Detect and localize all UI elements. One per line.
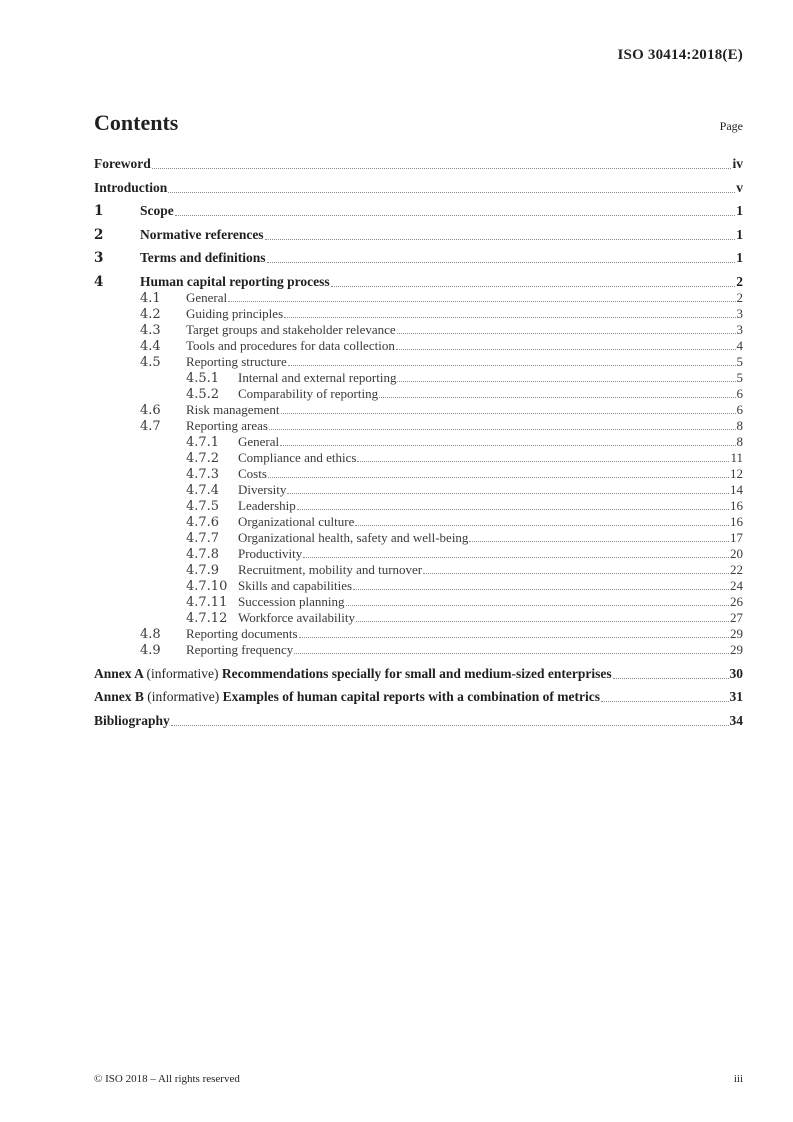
- toc-entry[interactable]: [94, 322, 743, 338]
- toc-entry[interactable]: [94, 626, 743, 642]
- page-number: 1: [736, 203, 743, 219]
- footer-page-number: iii: [733, 1073, 743, 1085]
- section-number: 4.7.10: [186, 578, 228, 594]
- dot-leader: [268, 477, 729, 478]
- page-number: 29: [730, 625, 743, 641]
- toc-entry[interactable]: [94, 219, 743, 243]
- page-number: 2: [736, 289, 743, 305]
- toc-entry-label: Reporting frequency: [186, 641, 294, 657]
- dot-leader: [288, 365, 736, 366]
- toc-entry-label: Leadership: [238, 497, 296, 513]
- dot-leader: [396, 349, 736, 350]
- page-number: 1: [736, 226, 743, 242]
- toc-entry-label: Workforce availability: [238, 609, 355, 625]
- section-number: 4.5.1: [186, 370, 220, 386]
- section-number: 4.1: [140, 290, 161, 306]
- dot-leader: [299, 637, 729, 638]
- toc-entry[interactable]: [94, 482, 743, 498]
- toc-entry-label: Risk management: [186, 401, 280, 417]
- toc-entry-label: Reporting areas: [186, 417, 268, 433]
- toc-entry[interactable]: [94, 386, 743, 402]
- page-number: 22: [730, 561, 743, 577]
- dot-leader: [357, 461, 729, 462]
- toc-entry[interactable]: [94, 306, 743, 322]
- page-number: 27: [730, 609, 743, 625]
- toc-entry[interactable]: [94, 290, 743, 306]
- toc-entry[interactable]: [94, 434, 743, 450]
- section-number: 4.7.5: [186, 498, 220, 514]
- page-number: iv: [732, 156, 743, 171]
- dot-leader: [267, 262, 736, 263]
- page-number: 24: [730, 577, 743, 593]
- section-number: 4: [94, 273, 104, 290]
- toc-entry[interactable]: [94, 610, 743, 626]
- section-number: 4.8: [140, 626, 161, 642]
- toc-entry-label: Human capital reporting process: [140, 273, 330, 289]
- toc-entry-label: Comparability of reporting: [238, 385, 379, 401]
- section-number: 4.7.3: [186, 466, 220, 482]
- contents-header: [94, 110, 743, 136]
- section-number: 4.7.11: [186, 594, 228, 610]
- toc-entry-label: Tools and procedures for data collection: [186, 337, 395, 353]
- copyright-notice: © ISO 2018 – All rights reserved: [94, 1073, 240, 1085]
- section-number: 4.7.4: [186, 482, 220, 498]
- dot-leader: [297, 509, 729, 510]
- dot-leader: [152, 168, 732, 169]
- page-number: 16: [730, 497, 743, 513]
- dot-leader: [281, 413, 736, 414]
- dot-leader: [171, 725, 729, 726]
- toc-entry-label: Foreword: [94, 156, 151, 171]
- annex-title: Examples of human capital reports with a combination of metrics: [222, 689, 600, 705]
- page-number: 29: [730, 641, 743, 657]
- toc-entry-label: Compliance and ethics: [238, 449, 357, 465]
- toc-entry-label: Organizational culture: [238, 513, 355, 529]
- page-footer: [94, 1073, 743, 1085]
- section-number: 4.6: [140, 402, 161, 418]
- page-number: 5: [736, 353, 743, 369]
- toc-entry[interactable]: [94, 266, 743, 290]
- annex-prefix: Annex A: [94, 665, 144, 681]
- section-number: 3: [94, 250, 104, 267]
- section-number: 4.7.8: [186, 546, 220, 562]
- page-number: 11: [730, 449, 743, 465]
- toc-entry-label: Normative references: [140, 226, 264, 242]
- dot-leader: [265, 239, 736, 240]
- dot-leader: [397, 381, 735, 382]
- page-number: 1: [736, 250, 743, 266]
- toc-entry-label: Organizational health, safety and well-being: [238, 529, 469, 545]
- section-number: 4.7.7: [186, 530, 220, 546]
- toc-entry[interactable]: [94, 466, 743, 482]
- section-number: 4.7.9: [186, 562, 220, 578]
- dot-leader: [601, 701, 729, 702]
- dot-leader: [228, 301, 735, 302]
- page-number: 31: [729, 689, 743, 705]
- toc-entry-bibliography[interactable]: [94, 705, 743, 729]
- dot-leader: [356, 621, 729, 622]
- dot-leader: [346, 605, 729, 606]
- dot-leader: [355, 525, 729, 526]
- dot-leader: [397, 333, 736, 334]
- section-number: 4.4: [140, 338, 161, 354]
- table-of-contents: [94, 154, 743, 729]
- toc-entry-label: Scope: [140, 203, 174, 219]
- toc-entry[interactable]: [94, 498, 743, 514]
- dot-leader: [284, 317, 735, 318]
- toc-entry-label: Internal and external reporting: [238, 369, 397, 385]
- page-title: Contents: [94, 110, 179, 135]
- toc-entry-label: Recruitment, mobility and turnover: [238, 561, 423, 577]
- page-number: 6: [736, 385, 743, 401]
- toc-entry-label: Bibliography: [94, 712, 170, 728]
- toc-entry-label: Terms and definitions: [140, 250, 266, 266]
- dot-leader: [353, 589, 729, 590]
- toc-entry[interactable]: [94, 402, 743, 418]
- toc-entry-label: Costs: [238, 465, 267, 481]
- annex-type: (informative): [146, 665, 219, 681]
- section-number: 4.3: [140, 322, 161, 338]
- dot-leader: [379, 397, 735, 398]
- dot-leader: [469, 541, 729, 542]
- page-number: 16: [730, 513, 743, 529]
- section-number: 4.9: [140, 642, 161, 658]
- dot-leader: [168, 192, 735, 193]
- dot-leader: [423, 573, 729, 574]
- dot-leader: [269, 429, 736, 430]
- dot-leader: [331, 286, 736, 287]
- section-number: 4.5.2: [186, 386, 220, 402]
- toc-entry-label: Reporting structure: [186, 353, 287, 369]
- toc-entry[interactable]: [94, 418, 743, 434]
- page-number: 34: [729, 712, 743, 728]
- section-number: 4.7: [140, 418, 161, 434]
- section-number: 4.7.2: [186, 450, 220, 466]
- annex-title: Recommendations specially for small and medium-sized enterprises: [221, 665, 612, 681]
- page-number: 14: [730, 481, 743, 497]
- toc-entry[interactable]: [94, 196, 743, 220]
- dot-leader: [294, 653, 729, 654]
- toc-entry[interactable]: [94, 642, 743, 658]
- section-number: 4.7.12: [186, 610, 228, 626]
- page-number: 3: [736, 321, 743, 337]
- toc-entry-label: Succession planning: [238, 593, 345, 609]
- section-number: 4.2: [140, 306, 161, 322]
- toc-entry-label: General: [238, 433, 280, 449]
- toc-entry[interactable]: [94, 450, 743, 466]
- toc-entry[interactable]: [94, 243, 743, 267]
- toc-entry[interactable]: [94, 546, 743, 562]
- toc-entry[interactable]: [94, 154, 743, 172]
- page-number: 20: [730, 545, 743, 561]
- page-number: 12: [730, 465, 743, 481]
- page-number: 17: [730, 529, 743, 545]
- toc-entry[interactable]: [94, 172, 743, 196]
- section-number: 2: [94, 226, 104, 243]
- page-number: 2: [736, 273, 743, 289]
- section-number: 4.5: [140, 354, 161, 370]
- toc-entry-label: General: [186, 289, 228, 305]
- section-number: 1: [94, 203, 104, 220]
- toc-entry-label: Skills and capabilities: [238, 577, 353, 593]
- toc-entry[interactable]: [94, 338, 743, 354]
- dot-leader: [613, 678, 729, 679]
- toc-entry[interactable]: [94, 354, 743, 370]
- toc-entry-label: Reporting documents: [186, 625, 298, 641]
- toc-entry[interactable]: [94, 514, 743, 530]
- toc-entry-label: Guiding principles: [186, 305, 284, 321]
- toc-entry-annex-a[interactable]: [94, 658, 743, 682]
- page-number: 4: [736, 337, 743, 353]
- toc-entry[interactable]: [94, 530, 743, 546]
- page-number: 26: [730, 593, 743, 609]
- page-number: v: [736, 179, 743, 195]
- page-number: 30: [729, 665, 743, 681]
- document-id: ISO 30414:2018(E): [617, 47, 743, 63]
- dot-leader: [175, 215, 736, 216]
- page-number: 3: [736, 305, 743, 321]
- page-number: 6: [736, 401, 743, 417]
- toc-entry-label: Introduction: [94, 179, 168, 195]
- toc-entry[interactable]: [94, 594, 743, 610]
- dot-leader: [280, 445, 735, 446]
- section-number: 4.7.6: [186, 514, 220, 530]
- annex-type: (informative): [147, 689, 220, 705]
- toc-entry-label: Diversity: [238, 481, 287, 497]
- page-number: 8: [736, 417, 743, 433]
- toc-entry[interactable]: [94, 578, 743, 594]
- toc-entry[interactable]: [94, 562, 743, 578]
- toc-entry-label: Productivity: [238, 545, 303, 561]
- toc-entry-label: Target groups and stakeholder relevance: [186, 321, 396, 337]
- toc-entry-annex-b[interactable]: [94, 682, 743, 706]
- dot-leader: [303, 557, 729, 558]
- page-number: 8: [736, 433, 743, 449]
- toc-entry[interactable]: [94, 370, 743, 386]
- section-number: 4.7.1: [186, 434, 220, 450]
- dot-leader: [287, 493, 729, 494]
- page-number: 5: [736, 369, 743, 385]
- page-column-label: Page: [719, 119, 743, 133]
- annex-prefix: Annex B: [94, 689, 144, 705]
